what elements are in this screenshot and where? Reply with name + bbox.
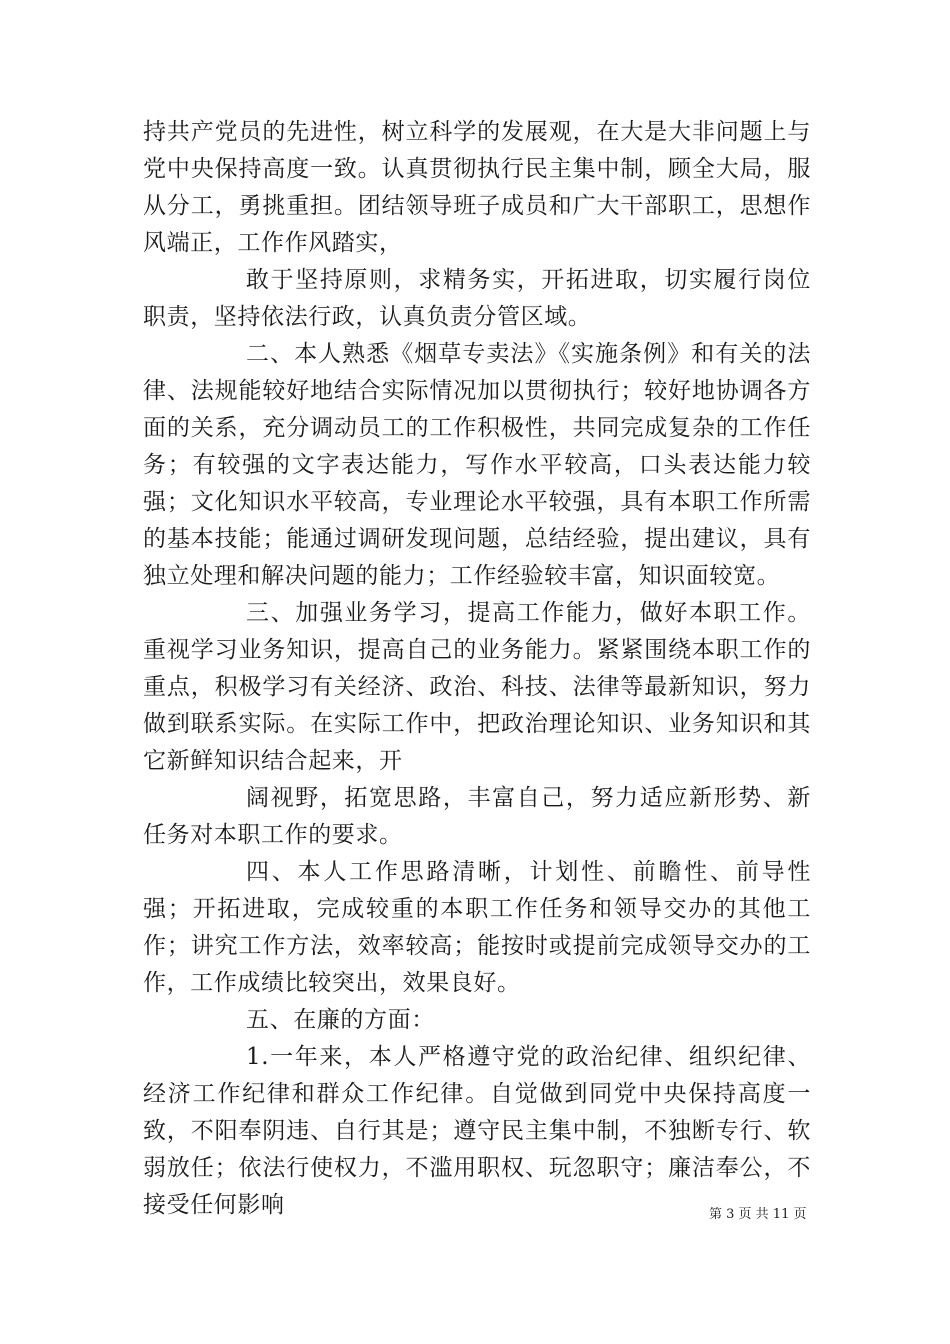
paragraph-section-two: 二、本人熟悉《烟草专卖法》《实施条例》和有关的法律、法规能较好地结合实际情况加以贯彻执行；较好地协调各方面的关系，充分调动员工的工作积极性，共同完成复杂的工作任务；有较强的文字表达能力，写作水平较高，口头表达能力较强；文化知识水平较高，专业理论水平较强，具有本职工作所需的基本技能；能通过调研发现问题，总结经验，提出建议，具有独立处理和解决问题的能力；工作经验较丰富，知识面较宽。 — [143, 341, 811, 589]
paragraph-section-three-continued: 阔视野，拓宽思路，丰富自己，努力适应新形势、新任务对本职工作的要求。 — [143, 785, 811, 848]
paragraph-section-five-item-one: 1.一年来，本人严格遵守党的政治纪律、组织纪律、经济工作纪律和群众工作纪律。自觉做到同党中央保持高度一致，不阳奉阴违、自行其是；遵守民主集中制，不独断专行、软弱放任；依法行使权力，不滥用职权、玩忽职守；廉洁奉公，不接受任何影响 — [143, 1044, 811, 1218]
paragraph-principles: 敢于坚持原则，求精务实，开拓进取，切实履行岗位职责，坚持依法行政，认真负责分管区域。 — [143, 267, 811, 330]
paragraph-section-four: 四、本人工作思路清晰，计划性、前瞻性、前导性强；开拓进取，完成较重的本职工作任务和领导交办的其他工作；讲究工作方法，效率较高；能按时或提前完成领导交办的工作，工作成绩比较突出，效果良好。 — [143, 859, 811, 996]
document-body — [143, 114, 811, 1224]
page-number-footer: 第 3 页 共 11 页 — [709, 1207, 807, 1222]
paragraph-section-three: 三、加强业务学习，提高工作能力，做好本职工作。重视学习业务知识，提高自己的业务能力。紧紧围绕本职工作的重点，积极学习有关经济、政治、科技、法律等最新知识，努力做到联系实际。在实际工作中，把政治理论知识、业务知识和其它新鲜知识结合起来，开 — [143, 600, 811, 774]
paragraph-continuation: 持共产党员的先进性，树立科学的发展观，在大是大非问题上与党中央保持高度一致。认真贯彻执行民主集中制，顾全大局，服从分工，勇挑重担。团结领导班子成员和广大干部职工，思想作风端正，工作作风踏实， — [143, 119, 811, 256]
paragraph-section-five-heading: 五、在廉的方面： — [246, 1007, 435, 1033]
